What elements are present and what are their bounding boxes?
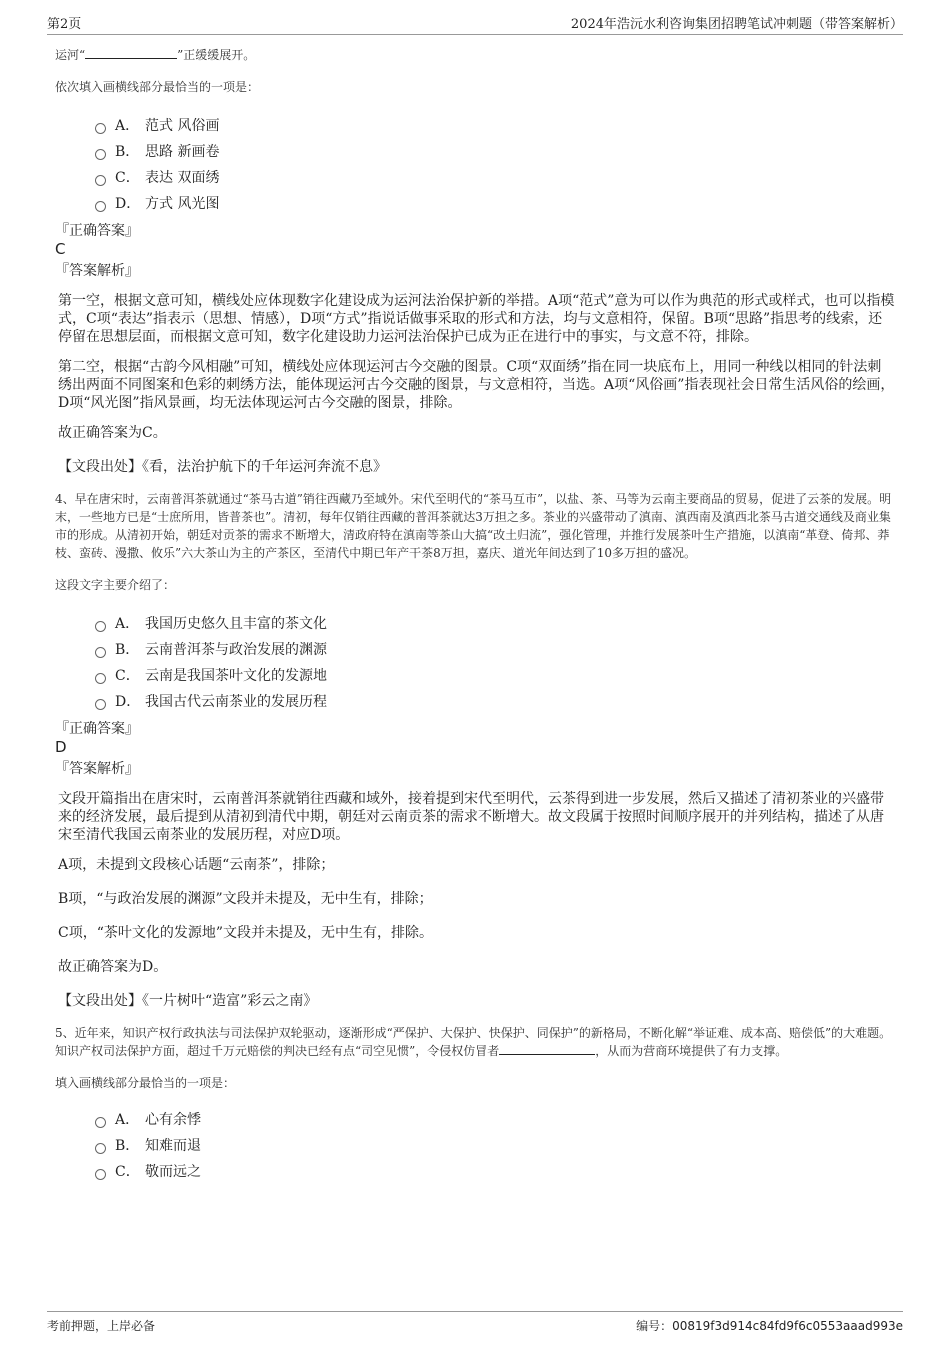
page-number: 第2页 bbox=[47, 17, 82, 32]
q3-options bbox=[55, 112, 895, 216]
q5-option-c[interactable] bbox=[55, 1158, 895, 1184]
option-text: 敬而远之 bbox=[145, 1164, 201, 1180]
q4-prompt: 这段文字主要介绍了： bbox=[55, 578, 176, 592]
q5-option-a[interactable] bbox=[55, 1106, 895, 1132]
q4-analysis-paragraph: 文段开篇指出在唐宋时，云南普洱茶就销往西藏和域外，接着提到宋代至明代，云茶得到进一步发展，然后又描述了清初茶业的兴盛带来的经济发展，最后提到从清初到清代中期，朝廷对云南贡茶的需求不断增大。故文段属于按照时间顺序展开的并列结构，描述了从唐宋至清代我国云南茶业的发展历程，对应D项。 bbox=[58, 791, 884, 843]
q3-analysis-paragraph: 第一空，根据文意可知，横线处应体现数字化建设成为运河法治保护新的举措。A项“范式”意为可以作为典范的形式或样式，也可以指模式，C项“表达”指表示（思想、情感），D项“方式”指说话做事采取的形式和方法，均与文意相符，保留。B项“思路”指思考的线索，还停留在思想层面，而根据文意可知，数字化建设助力运河法治保护已成为正在进行中的事实，与文意不符，排除。 bbox=[58, 293, 895, 345]
q4-stem: 4、早在唐宋时，云南普洱茶就通过“茶马古道”销往西藏乃至域外。宋代至明代的“茶马互市”，以盐、茶、马等为云南主要商品的贸易，促进了云茶的发展。明末，一些地方已是“士庶所用，皆普茶也”。清初，每年仅销往西藏的普洱茶就达3万担之多。茶业的兴盛带动了滇南、滇西南及滇西北茶马古道交通线及商业集市的形成。从清初开始，朝廷对贡茶的需求不断增大，清政府特在滇南等茶山大搞“改土归流”，强化管理，并推行发展茶叶生产措施，以滇南“革登、倚邦、莽枝、蛮砖、漫撒、攸乐”六大茶山为主的产茶区，至清代中期已年产干茶8万担，嘉庆、道光年间达到了10多万担的盛况。 bbox=[55, 492, 892, 560]
radio-icon[interactable] bbox=[95, 175, 106, 186]
option-text: 方式 风光图 bbox=[145, 196, 220, 212]
q4-option-b[interactable] bbox=[55, 636, 895, 662]
option-text: 知难而退 bbox=[145, 1138, 201, 1154]
radio-icon[interactable] bbox=[95, 149, 106, 160]
q5-option-b[interactable] bbox=[55, 1132, 895, 1158]
option-letter: C． bbox=[115, 668, 140, 684]
q4-source: 【文段出处】《一片树叶“造富”彩云之南》 bbox=[58, 993, 318, 1009]
q3-stem-tail bbox=[55, 46, 895, 64]
page-content bbox=[55, 46, 895, 1184]
radio-icon[interactable] bbox=[95, 621, 106, 632]
q5-stem-before: 5、近年来，知识产权行政执法与司法保护双轮驱动，逐渐形成“严保护、大保护、快保护、同保护”的新格局，不断化解“举证难、成本高、赔偿低”的大难题。知识产权司法保护方面，超过千万元赔偿的判决已经有点“司空见惯”，令侵权仿冒者 bbox=[55, 1026, 892, 1058]
q5-stem-after: ，从而为营商环境提供了有力支撑。 bbox=[595, 1044, 788, 1058]
option-text: 表达 双面绣 bbox=[145, 170, 220, 186]
q4-option-a[interactable] bbox=[55, 610, 895, 636]
q4-option-d[interactable] bbox=[55, 688, 895, 714]
footer-slogan: 考前押题，上岸必备 bbox=[47, 1319, 156, 1333]
option-letter: B． bbox=[115, 1138, 140, 1154]
radio-icon[interactable] bbox=[95, 699, 106, 710]
q4-options bbox=[55, 610, 895, 714]
answer-blank bbox=[85, 46, 177, 59]
option-text: 我国历史悠久且丰富的茶文化 bbox=[145, 616, 327, 632]
document-title: 2024年浩沅水利咨询集团招聘笔试冲刺题（带答案解析） bbox=[570, 17, 903, 32]
q4-analysis-option-b: B项，“与政治发展的渊源”文段并未提及，无中生有，排除； bbox=[58, 891, 433, 907]
radio-icon[interactable] bbox=[95, 1117, 106, 1128]
option-letter: D． bbox=[115, 694, 141, 710]
page-footer bbox=[47, 1311, 903, 1334]
radio-icon[interactable] bbox=[95, 673, 106, 684]
q3-option-a[interactable] bbox=[55, 112, 895, 138]
radio-icon[interactable] bbox=[95, 123, 106, 134]
option-letter: A． bbox=[115, 616, 140, 632]
option-letter: C． bbox=[115, 170, 140, 186]
q4-analysis-conclusion: 故正确答案为D。 bbox=[58, 959, 168, 975]
option-text: 云南普洱茶与政治发展的渊源 bbox=[145, 642, 327, 658]
radio-icon[interactable] bbox=[95, 647, 106, 658]
answer-blank bbox=[499, 1042, 595, 1055]
option-letter: A． bbox=[115, 1112, 140, 1128]
q3-stem-after: ”正缓缓展开。 bbox=[177, 48, 256, 62]
option-text: 云南是我国茶叶文化的发源地 bbox=[145, 668, 327, 684]
q3-stem-before: 运河“ bbox=[55, 48, 86, 62]
document-id: 编号：00819f3d914c84fd9f6c0553aaad993e bbox=[636, 1319, 903, 1333]
option-letter: B． bbox=[115, 144, 140, 160]
option-letter: B． bbox=[115, 642, 140, 658]
radio-icon[interactable] bbox=[95, 1143, 106, 1154]
q4-answer: D bbox=[55, 738, 67, 756]
q4-analysis-option-c: C项，“茶叶文化的发源地”文段并未提及，无中生有，排除。 bbox=[58, 925, 434, 941]
q3-analysis-heading: 『答案解析』 bbox=[55, 263, 139, 279]
option-letter: C． bbox=[115, 1164, 140, 1180]
option-text: 我国古代云南茶业的发展历程 bbox=[145, 694, 327, 710]
q5-stem bbox=[55, 1024, 895, 1060]
q3-analysis-paragraph: 第二空，根据“古韵今风相融”可知，横线处应体现运河古今交融的图景。C项“双面绣”指在同一块底布上，用同一种线以相同的针法刺绣出两面不同图案和色彩的刺绣方法，能体现运河古今交融的图景，与文意相符，当选。A项“风俗画”指表现社会日常生活风俗的绘画，D项“风光图”指风景画，均无法体现运河古今交融的图景，排除。 bbox=[58, 359, 895, 411]
q3-answer: C bbox=[55, 240, 66, 258]
q3-analysis-conclusion: 故正确答案为C。 bbox=[58, 425, 167, 441]
q5-options bbox=[55, 1106, 895, 1184]
option-text: 范式 风俗画 bbox=[145, 118, 220, 134]
q4-answer-heading: 『正确答案』 bbox=[55, 721, 139, 737]
page-header bbox=[47, 12, 903, 35]
q3-option-c[interactable] bbox=[55, 164, 895, 190]
option-letter: D． bbox=[115, 196, 141, 212]
q3-answer-heading: 『正确答案』 bbox=[55, 223, 139, 239]
radio-icon[interactable] bbox=[95, 201, 106, 212]
q3-source: 【文段出处】《看，法治护航下的千年运河奔流不息》 bbox=[58, 459, 387, 475]
q3-option-d[interactable] bbox=[55, 190, 895, 216]
option-text: 思路 新画卷 bbox=[145, 144, 220, 160]
q3-option-b[interactable] bbox=[55, 138, 895, 164]
q5-prompt: 填入画横线部分最恰当的一项是： bbox=[55, 1076, 236, 1090]
option-text: 心有余悸 bbox=[145, 1112, 201, 1128]
q4-analysis-option-a: A项，未提到文段核心话题“云南茶”，排除； bbox=[58, 857, 335, 873]
radio-icon[interactable] bbox=[95, 1169, 106, 1180]
q4-option-c[interactable] bbox=[55, 662, 895, 688]
q3-prompt: 依次填入画横线部分最恰当的一项是： bbox=[55, 80, 260, 94]
q4-analysis-heading: 『答案解析』 bbox=[55, 761, 139, 777]
option-letter: A． bbox=[115, 118, 140, 134]
